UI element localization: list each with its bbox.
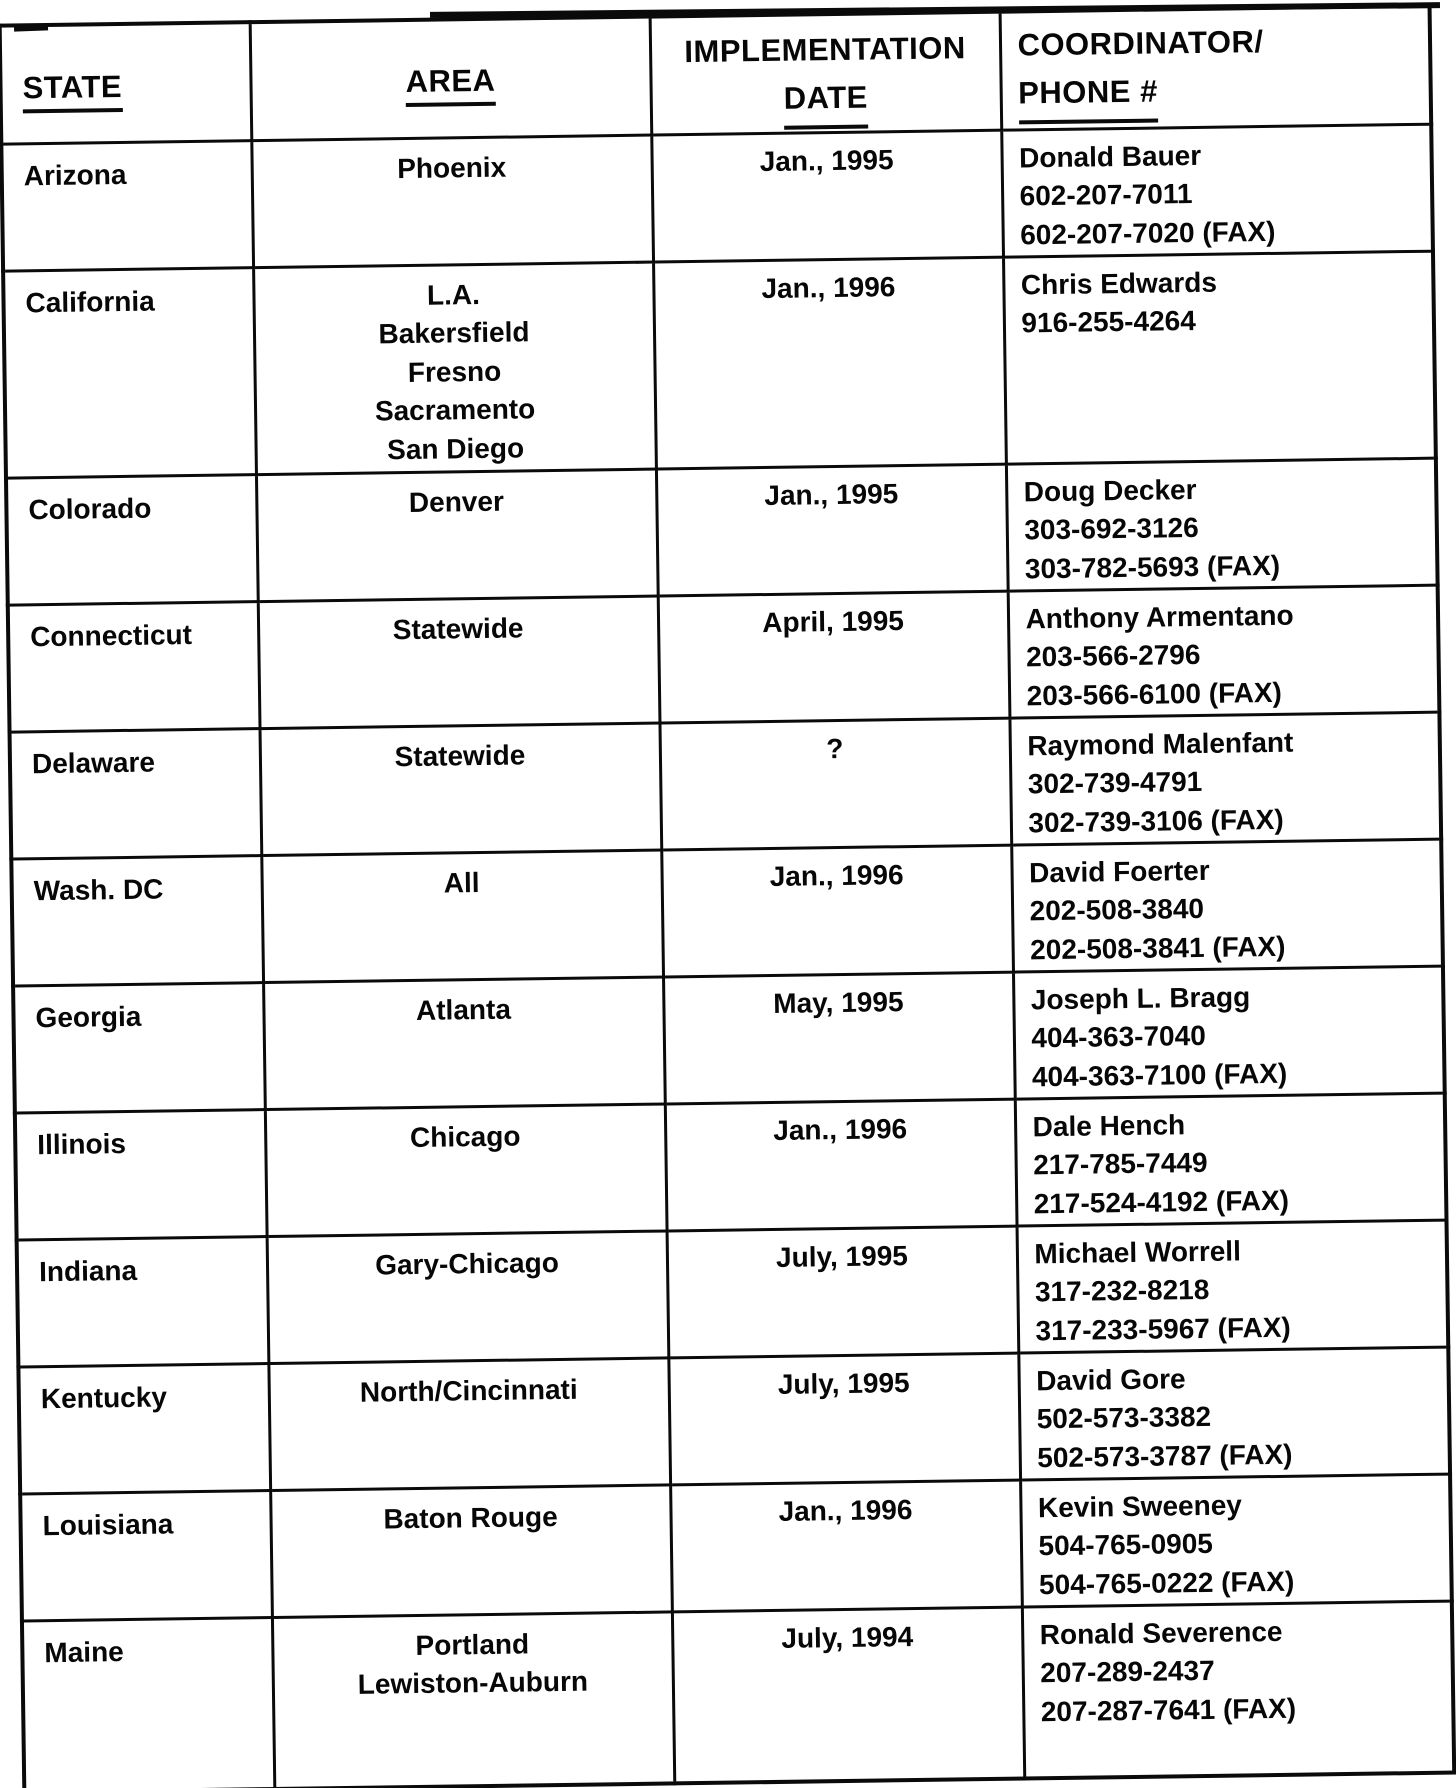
- cell-line: 203-566-2796: [1025, 639, 1201, 673]
- cell-state: Maine: [22, 1617, 274, 1788]
- cell-line: 502-573-3787 (FAX): [1037, 1438, 1293, 1474]
- cell-line: 303-782-5693 (FAX): [1024, 549, 1281, 585]
- cell-line: 404-363-7040: [1031, 1020, 1206, 1054]
- cell-line: 916-255-4264: [1021, 305, 1197, 339]
- cell-state: California: [3, 267, 256, 478]
- cell-implementation-date: Jan., 1996: [670, 1480, 1022, 1612]
- cell-line: Fresno: [407, 355, 502, 388]
- cell-state: Wash. DC: [11, 855, 263, 985]
- header-state-label: STATE: [22, 69, 122, 113]
- cell-implementation-date: ?: [659, 718, 1011, 850]
- cell-line: David Foerter: [1028, 854, 1210, 888]
- cell-line: 303-692-3126: [1024, 512, 1199, 546]
- cell-line: Phoenix: [397, 151, 507, 184]
- cell-area: [268, 1358, 670, 1491]
- cell-line: Denver: [408, 485, 505, 518]
- cell-line: 302-739-4791: [1027, 766, 1203, 800]
- cell-state: Kentucky: [18, 1363, 270, 1493]
- cell-implementation-date: April, 1995: [658, 591, 1010, 723]
- cell-area: [270, 1485, 672, 1618]
- cell-state: Delaware: [10, 728, 262, 858]
- cell-line: Gary-Chicago: [374, 1246, 560, 1281]
- cell-line: 602-207-7011: [1019, 178, 1193, 212]
- header-coordinator-phone: [1000, 6, 1432, 130]
- cell-line: Lewiston-Auburn: [357, 1665, 589, 1701]
- cell-area: [261, 850, 663, 983]
- cell-line: David Gore: [1035, 1362, 1186, 1396]
- cell-line: Doug Decker: [1023, 473, 1197, 508]
- cell-state: Connecticut: [8, 601, 260, 731]
- cell-coordinator-phone: [1017, 1220, 1449, 1353]
- cell-coordinator-phone: [1008, 585, 1440, 718]
- cell-coordinator-phone: [1020, 1474, 1452, 1607]
- cell-line: Joseph L. Bragg: [1030, 980, 1251, 1015]
- header-area-label: AREA: [405, 63, 495, 107]
- cell-line: 217-524-4192 (FAX): [1033, 1184, 1290, 1220]
- table-row: [3, 251, 1436, 478]
- cell-area: [263, 977, 665, 1110]
- cell-line: 207-289-2437: [1040, 1655, 1215, 1689]
- cell-implementation-date: Jan., 1996: [653, 257, 1006, 469]
- header-area: [250, 17, 652, 141]
- header-state: [0, 22, 251, 143]
- cell-line: Chicago: [409, 1120, 521, 1153]
- cell-line: 504-765-0222 (FAX): [1038, 1565, 1295, 1601]
- cell-line: Michael Worrell: [1034, 1235, 1242, 1269]
- cell-area: [256, 469, 658, 602]
- cell-implementation-date: Jan., 1996: [661, 845, 1013, 977]
- table-row: [8, 585, 1440, 732]
- cell-area: [251, 135, 653, 268]
- cell-coordinator-phone: [1015, 1093, 1447, 1226]
- cell-line: Anthony Armentano: [1025, 599, 1294, 635]
- table-row: [1, 124, 1433, 271]
- cell-line: Raymond Malenfant: [1027, 726, 1294, 762]
- header-date-label: DATE: [783, 74, 868, 130]
- cell-line: Portland: [415, 1628, 530, 1661]
- cell-line: 502-573-3382: [1036, 1401, 1212, 1435]
- table-row: [17, 1220, 1449, 1367]
- cell-line: Bakersfield: [378, 316, 530, 350]
- state-coordinators-table: [0, 4, 1456, 1788]
- cell-line: 504-765-0905: [1038, 1528, 1214, 1562]
- table-row: [15, 1093, 1447, 1240]
- cell-line: North/Cincinnati: [359, 1373, 578, 1408]
- cell-state: Georgia: [13, 982, 265, 1112]
- cell-implementation-date: July, 1995: [668, 1353, 1020, 1485]
- cell-line: Kevin Sweeney: [1037, 1489, 1243, 1523]
- header-implementation-label: IMPLEMENTATION: [684, 30, 967, 70]
- cell-line: L.A.: [426, 278, 481, 311]
- cell-coordinator-phone: [1006, 458, 1438, 591]
- cell-line: Donald Bauer: [1018, 139, 1202, 173]
- table-row: [11, 839, 1443, 986]
- cell-coordinator-phone: [1022, 1601, 1454, 1779]
- cell-state: Indiana: [17, 1236, 269, 1366]
- cell-area: [258, 596, 660, 729]
- cell-area: [267, 1231, 669, 1364]
- cell-coordinator-phone: [1013, 966, 1445, 1099]
- cell-implementation-date: July, 1995: [667, 1226, 1019, 1358]
- table-row: [6, 458, 1438, 605]
- cell-line: Dale Hench: [1032, 1108, 1186, 1142]
- cell-state: Louisiana: [20, 1490, 272, 1620]
- cell-implementation-date: May, 1995: [663, 972, 1015, 1104]
- table-header: [0, 6, 1431, 144]
- cell-line: San Diego: [386, 432, 525, 466]
- cell-area: [265, 1104, 667, 1237]
- table-row: [22, 1601, 1454, 1788]
- header-row: [0, 6, 1431, 144]
- cell-line: 203-566-6100 (FAX): [1026, 676, 1283, 712]
- cell-implementation-date: Jan., 1995: [656, 464, 1008, 596]
- cell-line: Ronald Severence: [1039, 1615, 1283, 1650]
- table-row: [13, 966, 1445, 1113]
- table-row: [20, 1474, 1452, 1621]
- cell-line: 602-207-7020 (FAX): [1019, 215, 1276, 251]
- cell-coordinator-phone: [1018, 1347, 1450, 1480]
- cell-line: Sacramento: [374, 393, 536, 427]
- cell-area: [272, 1612, 674, 1788]
- cell-line: All: [443, 866, 480, 899]
- cell-line: 317-232-8218: [1034, 1274, 1210, 1308]
- cell-coordinator-phone: [1009, 712, 1441, 845]
- cell-area: [253, 262, 656, 475]
- table-row: [18, 1347, 1450, 1494]
- cell-implementation-date: Jan., 1995: [651, 130, 1003, 262]
- cell-coordinator-phone: [1003, 251, 1436, 464]
- cell-implementation-date: July, 1994: [672, 1607, 1024, 1784]
- cell-area: [260, 723, 662, 856]
- cell-line: 202-508-3840: [1029, 893, 1205, 927]
- cell-state: Arizona: [1, 140, 253, 270]
- header-phone-label: PHONE #: [1018, 68, 1158, 125]
- cell-line: Statewide: [392, 612, 524, 645]
- header-implementation-date: [650, 12, 1002, 135]
- cell-line: Atlanta: [415, 993, 512, 1026]
- cell-line: 302-739-3106 (FAX): [1028, 803, 1284, 839]
- header-coordinator-label: COORDINATOR/: [1017, 24, 1264, 63]
- cell-line: 202-508-3841 (FAX): [1029, 930, 1286, 966]
- cell-implementation-date: Jan., 1996: [665, 1099, 1017, 1231]
- cell-line: 207-287-7641 (FAX): [1040, 1692, 1297, 1728]
- table-body: [1, 124, 1454, 1788]
- cell-line: Baton Rouge: [383, 1500, 558, 1535]
- cell-state: Illinois: [15, 1109, 267, 1239]
- table-row: [10, 712, 1442, 859]
- cell-line: 217-785-7449: [1032, 1147, 1208, 1181]
- cell-coordinator-phone: [1011, 839, 1443, 972]
- cell-line: Statewide: [394, 739, 526, 772]
- cell-line: 317-233-5967 (FAX): [1035, 1311, 1291, 1347]
- cell-line: 404-363-7100 (FAX): [1031, 1057, 1288, 1093]
- cell-line: Chris Edwards: [1020, 266, 1218, 300]
- cell-coordinator-phone: [1001, 124, 1433, 257]
- cell-state: Colorado: [6, 474, 258, 604]
